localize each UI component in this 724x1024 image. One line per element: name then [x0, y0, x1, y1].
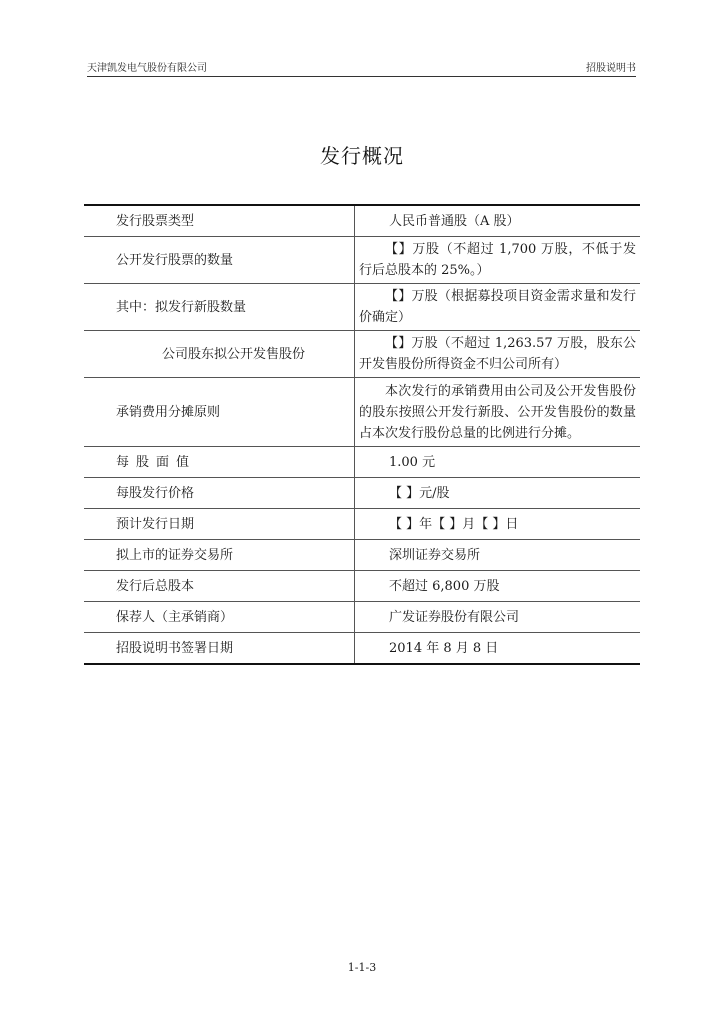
table-row	[84, 602, 640, 633]
row-value-text: 【 】元/股	[389, 485, 450, 501]
row-value-text: 不超过 6,800 万股	[389, 578, 500, 594]
table-row	[84, 447, 640, 478]
row-label: 拟上市的证券交易所	[84, 540, 355, 571]
row-value	[355, 540, 641, 571]
row-label: 发行后总股本	[84, 571, 355, 602]
row-value	[355, 602, 641, 633]
page-number: 1-1-3	[347, 961, 377, 974]
page-title: 发行概况	[320, 144, 404, 168]
table-row	[84, 571, 640, 602]
table-row	[84, 205, 640, 237]
page-header	[87, 57, 636, 77]
header-rule	[87, 76, 636, 77]
table-row	[84, 478, 640, 509]
row-label: 发行股票类型	[84, 205, 355, 237]
row-label: 保荐人（主承销商）	[84, 602, 355, 633]
row-label: 其中：拟发行新股数量	[84, 284, 355, 331]
row-value	[355, 633, 641, 665]
row-value-text: 【 】年【 】月【 】日	[389, 516, 519, 532]
table-row	[84, 540, 640, 571]
row-label: 每股面值	[84, 447, 355, 478]
row-value-text: 1.00 元	[389, 454, 436, 470]
row-value-text: 2014 年 8 月 8 日	[389, 640, 499, 656]
table-row	[84, 237, 640, 284]
table-row	[84, 284, 640, 331]
offering-overview-table	[84, 204, 640, 665]
row-value	[355, 447, 641, 478]
row-label: 每股发行价格	[84, 478, 355, 509]
table-row	[84, 331, 640, 378]
table-row	[84, 378, 640, 447]
row-value-text: 广发证券股份有限公司	[389, 609, 520, 625]
row-value-text: 人民币普通股（A 股）	[389, 213, 520, 229]
row-value	[355, 378, 641, 447]
row-label: 公司股东拟公开发售股份	[84, 331, 355, 378]
row-value-text: 深圳证券交易所	[389, 547, 481, 563]
row-label: 公开发行股票的数量	[84, 237, 355, 284]
table-row	[84, 633, 640, 665]
row-label: 招股说明书签署日期	[84, 633, 355, 665]
row-value-text: 【】万股（不超过 1,263.57 万股，股东公开发售股份所得资金不归公司所有）	[359, 336, 636, 372]
row-value-text: 本次发行的承销费用由公司及公开发售股份的股东按照公开发行新股、公开发售股份的数量占本次发行股份总量的比例进行分摊。	[359, 383, 636, 441]
row-label: 承销费用分摊原则	[84, 378, 355, 447]
row-label: 预计发行日期	[84, 509, 355, 540]
header-company-name: 天津凯发电气股份有限公司	[87, 63, 207, 74]
header-document-type: 招股说明书	[586, 63, 636, 74]
row-value	[355, 509, 641, 540]
row-value-text: 【】万股（不超过 1,700 万股，不低于发行后总股本的 25%。）	[359, 242, 636, 278]
row-value	[355, 205, 641, 237]
row-value	[355, 331, 641, 378]
row-value	[355, 571, 641, 602]
row-value	[355, 284, 641, 331]
row-value	[355, 237, 641, 284]
table-row	[84, 509, 640, 540]
row-value-text: 【】万股（根据募投项目资金需求量和发行价确定）	[359, 289, 636, 325]
row-value	[355, 478, 641, 509]
